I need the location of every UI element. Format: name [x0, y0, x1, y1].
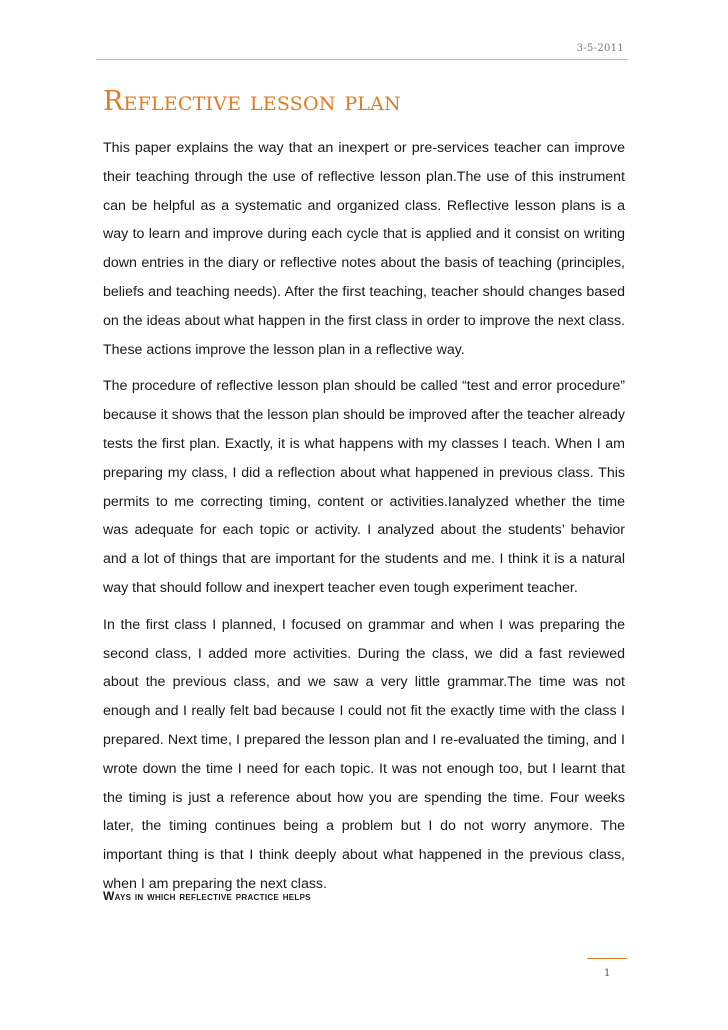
paragraph-2: The procedure of reflective lesson plan should be called “test and error procedure” because it shows that the lesson plan should be improved after the teacher already tests the first plan. Exactly, it is what happens with my classes I teach. When I am preparing my class, I did a reflection about what happened in previous class. This permits to me correcting timing, content or activities.Ianalyzed whether the time was adequate for each topic or activity. I analyzed about the students’ behavior and a lot of things that are important for the students and me. I think it is a natural way that should follow and inexpert teacher even tough experiment teacher.: [103, 378, 625, 596]
document-body: [103, 134, 625, 907]
page-number: 1: [604, 968, 611, 979]
section-heading: Ways in which reflective practice helps: [103, 889, 311, 903]
header-date: 3-5-2011: [576, 43, 624, 54]
paragraph-3: In the first class I planned, I focused on grammar and when I was preparing the second class, I added more activities. During the class, we did a fast reviewed about the previous class, and we saw a very little grammar.The time was not enough and I really felt bad because I could not fit the exactly time with the class I prepared. Next time, I prepared the lesson plan and I re-evaluated the timing, and I wrote down the time I need for each topic. It was not enough too, but I learnt that the timing is just a reference about how you are spending the time. Four weeks later, the timing continues being a problem but I do not worry anymore. The important thing is that I think deeply about what happened in the previous class, when I am preparing the next class.: [103, 616, 625, 892]
document-title: Reflective lesson plan: [103, 86, 401, 117]
paragraph-1: This paper explains the way that an inexpert or pre-services teacher can improve their teaching through the use of reflective lesson plan.The use of this instrument can be helpful as a systematic and organized class. Reflective lesson plans is a way to learn and improve during each cycle that is applied and it consist on writing down entries in the diary or reflective notes about the basis of teaching (principles, beliefs and teaching needs). After the first teaching, teacher should changes based on the ideas about what happen in the first class in order to improve the next class. These actions improve the lesson plan in a reflective way.: [103, 140, 625, 358]
header-divider: [96, 59, 628, 60]
footer-divider: [587, 958, 627, 959]
